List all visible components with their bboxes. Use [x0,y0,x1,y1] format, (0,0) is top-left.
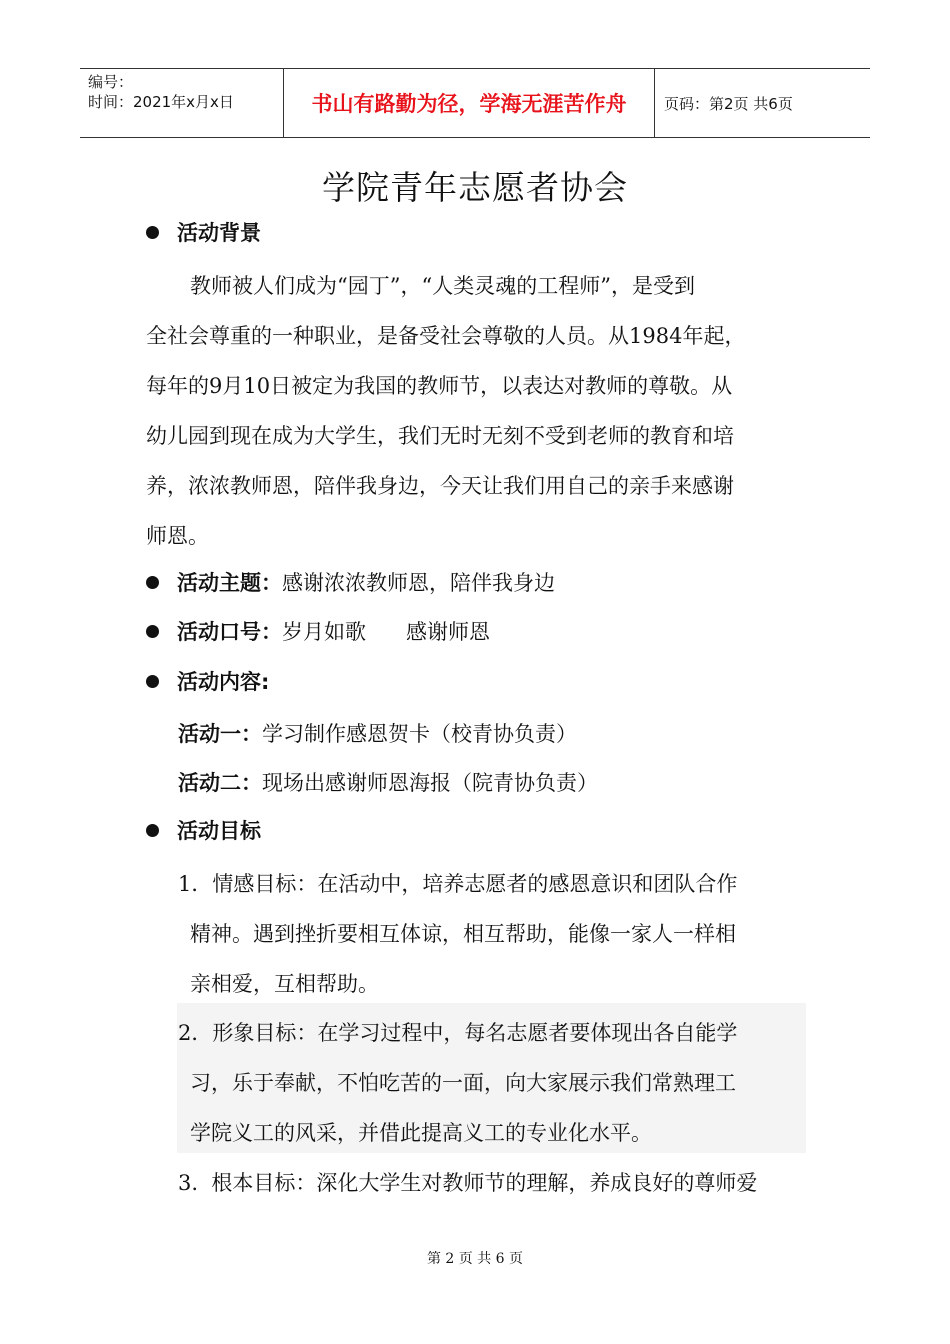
theme-value: 感谢浓浓教师恩，陪伴我身边 [282,571,555,595]
slogan-label: 活动口号： [177,620,282,644]
goal-line-3: 亲相爱，互相帮助。 [190,972,379,996]
background-line-1: 教师被人们成为“园丁”，“人类灵魂的工程师”，是受到 [190,274,695,298]
slogan-value: 岁月如歌 感谢师恩 [282,620,491,644]
section-theme [146,568,555,598]
heading-text: 活动背景 [177,221,261,245]
section-background-heading [146,218,261,248]
goal-line-7: 3. 根本目标：深化大学生对教师节的理解，养成良好的尊师爱 [178,1171,758,1195]
content-item-text: 学习制作感恩贺卡（校青协负责） [262,722,577,746]
header-left-cell [80,69,283,137]
goal-line-4: 2．形象目标：在学习过程中，每名志愿者要体现出各自能学 [178,1021,738,1045]
goal-line-6: 学院义工的风采，并借此提高义工的专业化水平。 [190,1121,652,1145]
section-content-heading [146,667,269,697]
bullet-icon [146,824,159,837]
header-table [80,68,870,138]
content-item-label: 活动一： [178,722,262,746]
background-line-5: 养，浓浓教师恩，陪伴我身边，今天让我们用自己的亲手来感谢 [146,474,734,498]
page-footer: 第 2 页 共 6 页 [426,1251,524,1267]
header-page-info: 页码：第2页 共6页 [664,94,793,113]
goal-line-2: 精神。遇到挫折要相互体谅，相互帮助，能像一家人一样相 [190,922,736,946]
bullet-icon [146,675,159,688]
bullet-icon [146,576,159,589]
bullet-icon [146,625,159,638]
heading-text: 活动目标 [177,819,261,843]
background-line-4: 幼儿园到现在成为大学生，我们无时无刻不受到老师的教育和培 [146,424,734,448]
doc-time-label: 时间：2021年x月x日 [88,93,234,111]
goal-line-5: 习，乐于奉献，不怕吃苦的一面，向大家展示我们常熟理工 [190,1071,736,1095]
goal-line-1: 1．情感目标：在活动中，培养志愿者的感恩意识和团队合作 [178,872,738,896]
heading-text: 活动内容: [177,670,270,694]
doc-number-label: 编号： [88,73,134,91]
background-line-3: 每年的9月10日被定为我国的教师节，以表达对教师的尊敬。从 [146,374,733,398]
content-item-1 [178,718,577,748]
bullet-icon [146,226,159,239]
section-goals-heading [146,816,261,846]
section-slogan [146,617,490,647]
page-title: 学院青年志愿者协会 [322,168,628,207]
content-item-label: 活动二： [178,771,262,795]
background-line-6: 师恩。 [146,524,209,548]
content-item-text: 现场出感谢师恩海报（院青协负责） [262,771,598,795]
header-motto: 书山有路勤为径，学海无涯苦作舟 [283,69,655,137]
background-line-2: 全社会尊重的一种职业，是备受社会尊敬的人员。从1984年起， [146,324,746,348]
content-item-2 [178,767,598,797]
theme-label: 活动主题： [177,571,282,595]
